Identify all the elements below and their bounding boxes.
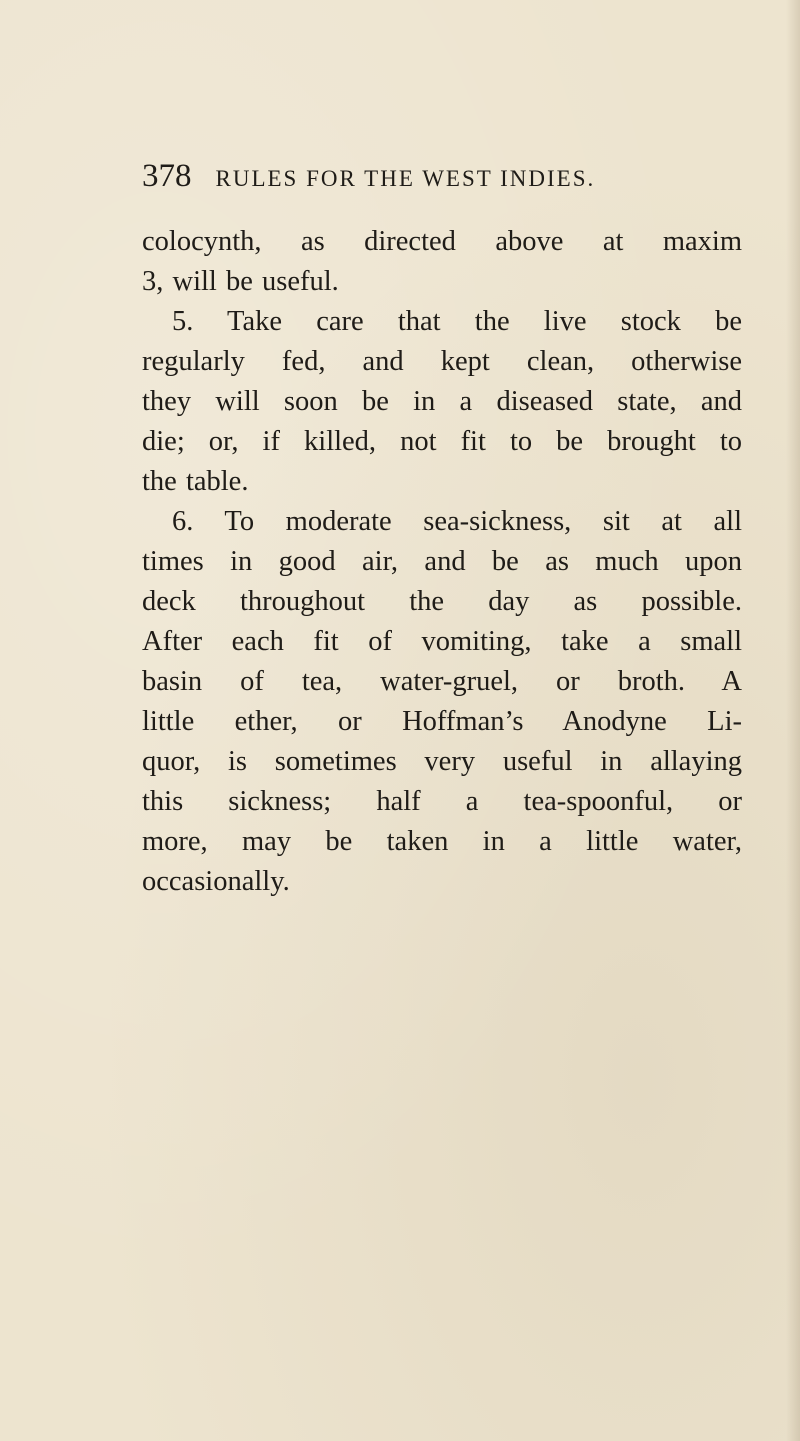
text-line: quor, is sometimes very useful in allaying (142, 746, 742, 777)
text-line: 3, will be useful. (142, 266, 339, 297)
text-line: occasionally. (142, 866, 290, 897)
text-line: times in good air, and be as much upon (142, 546, 742, 577)
text-line: deck throughout the day as possible. (142, 586, 742, 617)
text-line: After each fit of vomiting, take a small (142, 626, 742, 657)
text-line: little ether, or Hoffman’s Anodyne Li- (142, 706, 742, 737)
page-number: 378 (142, 158, 192, 194)
text-line: this sickness; half a tea-spoonful, or (142, 786, 742, 817)
page-header (142, 158, 742, 198)
body-text (142, 222, 742, 902)
text-line: 6. To moderate sea-sickness, sit at all (172, 506, 742, 537)
text-line: 5. Take care that the live stock be (172, 306, 742, 337)
running-head: RULES FOR THE WEST INDIES. (215, 166, 596, 191)
text-line: more, may be taken in a little water, (142, 826, 742, 857)
text-line: die; or, if killed, not fit to be brought to (142, 426, 742, 457)
text-line: colocynth, as directed above at maxim (142, 226, 742, 257)
text-line: the table. (142, 466, 249, 497)
page-edge-shadow (786, 0, 800, 1441)
text-line: regularly fed, and kept clean, otherwise (142, 346, 742, 377)
text-line: they will soon be in a diseased state, and (142, 386, 742, 417)
text-line: basin of tea, water-gruel, or broth. A (142, 666, 742, 697)
